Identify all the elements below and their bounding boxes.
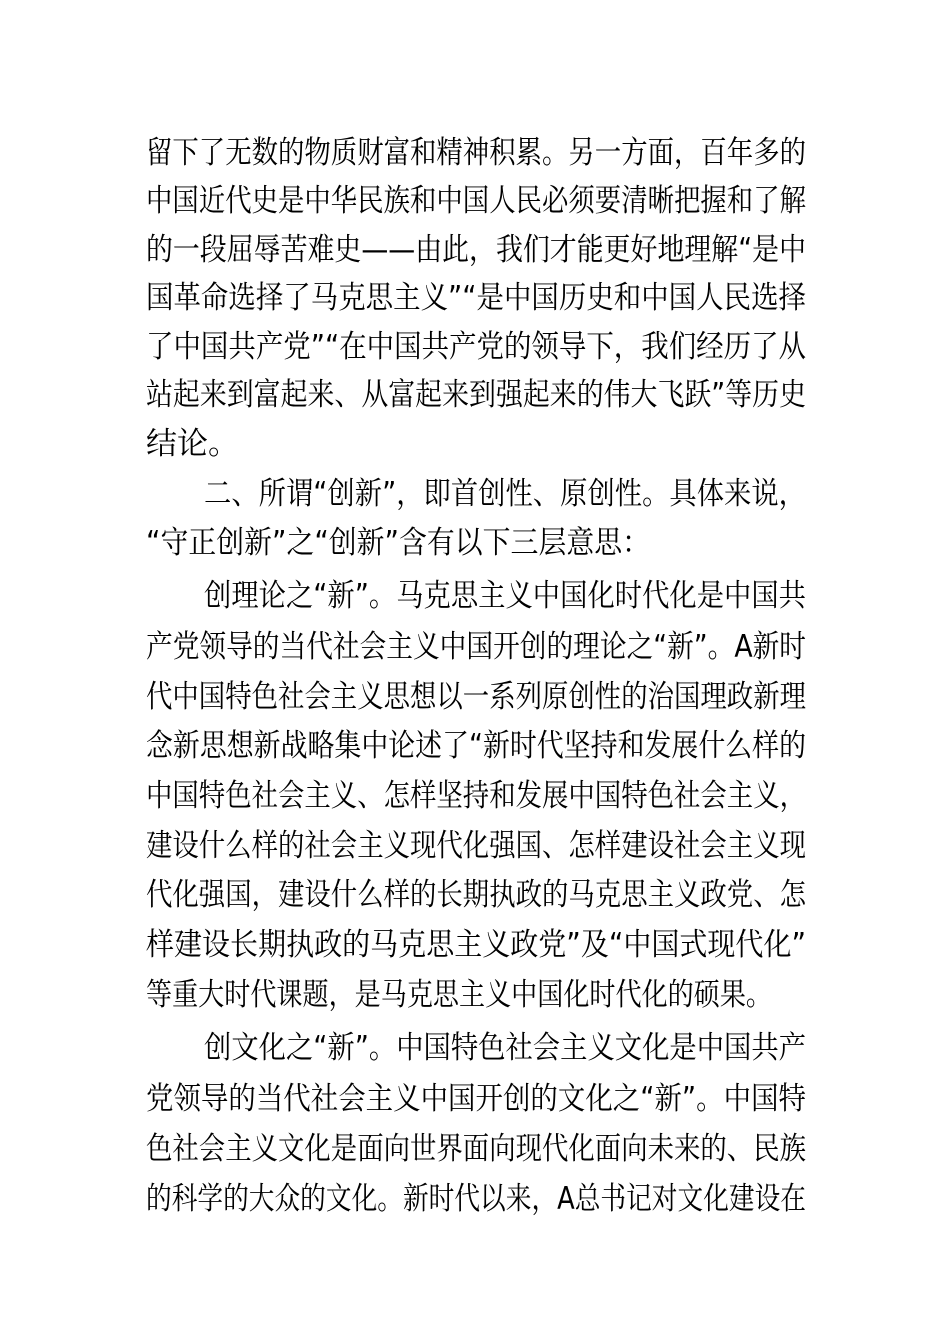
text-line	[0, 176, 950, 226]
line-text: 结论。	[146, 426, 239, 462]
text-line	[0, 622, 950, 672]
line-text: 念新思想新战略集中论述了“新时代坚持和发展什么样的	[146, 728, 806, 764]
line-text: 建设什么样的社会主义现代化强国、怎样建设社会主义现	[146, 828, 806, 864]
text-line	[0, 970, 950, 1020]
text-line	[0, 1124, 950, 1174]
line-text: 的一段屈辱苦难史——由此，我们才能更好地理解“是中	[146, 232, 806, 268]
line-text: 国革命选择了马克思主义”“是中国历史和中国人民选择	[146, 280, 806, 316]
line-text: 创理论之“新”。马克思主义中国化时代化是中国共	[204, 578, 806, 614]
line-text: 站起来到富起来、从富起来到强起来的伟大飞跃”等历史	[146, 377, 806, 413]
line-text: 代化强国，建设什么样的长期执政的马克思主义政党、怎	[146, 877, 806, 913]
text-line	[0, 469, 950, 519]
text-line	[0, 1023, 950, 1073]
text-line	[0, 518, 950, 568]
text-line	[0, 1174, 950, 1224]
line-text: 色社会主义文化是面向世界面向现代化面向未来的、民族	[146, 1131, 806, 1167]
text-line	[0, 821, 950, 871]
line-text: 的科学的大众的文化。新时代以来，A总书记对文化建设在	[146, 1181, 806, 1217]
line-text: 中国近代史是中华民族和中国人民必须要清晰把握和了解	[146, 183, 806, 219]
text-line	[0, 1074, 950, 1124]
text-line	[0, 920, 950, 970]
text-line	[0, 273, 950, 323]
text-line	[0, 370, 950, 420]
line-text: 创文化之“新”。中国特色社会主义文化是中国共产	[204, 1030, 806, 1066]
line-text: “守正创新”之“创新”含有以下三层意思：	[146, 525, 650, 561]
text-line	[0, 571, 950, 621]
line-text: 代中国特色社会主义思想以一系列原创性的治国理政新理	[146, 679, 806, 715]
line-text: 党领导的当代社会主义中国开创的文化之“新”。中国特	[146, 1081, 806, 1117]
line-text: 留下了无数的物质财富和精神积累。另一方面，百年多的	[146, 135, 806, 171]
line-text: 等重大时代课题，是马克思主义中国化时代化的硕果。	[146, 977, 772, 1013]
line-text: 样建设长期执政的马克思主义政党”及“中国式现代化”	[146, 927, 806, 963]
line-text: 了中国共产党”“在中国共产党的领导下，我们经历了从	[146, 329, 806, 365]
text-line	[0, 225, 950, 275]
line-text: 中国特色社会主义、怎样坚持和发展中国特色社会主义，	[146, 778, 806, 814]
text-line	[0, 771, 950, 821]
text-line	[0, 128, 950, 178]
text-line	[0, 870, 950, 920]
text-line	[0, 322, 950, 372]
text-line	[0, 419, 950, 469]
line-text: 产党领导的当代社会主义中国开创的理论之“新”。A新时	[146, 629, 806, 665]
line-text: 二、所谓“创新”，即首创性、原创性。具体来说，	[204, 476, 806, 512]
text-line	[0, 672, 950, 722]
text-line	[0, 721, 950, 771]
